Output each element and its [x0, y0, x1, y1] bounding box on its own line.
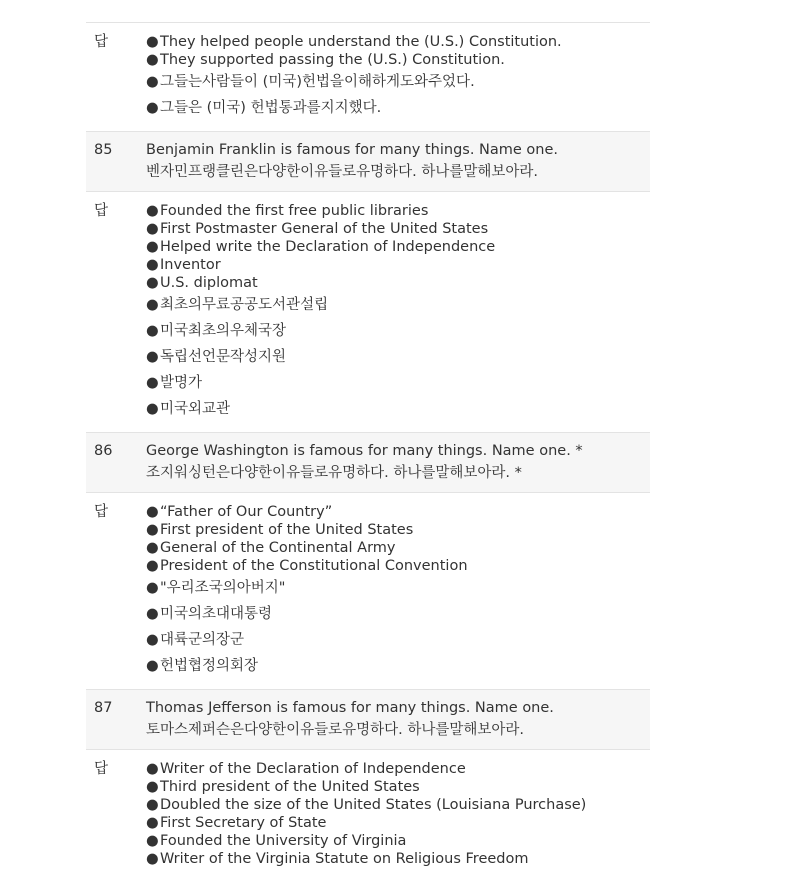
answer-list — [146, 760, 650, 868]
answer-item: ●U.S. diplomat — [146, 275, 258, 291]
bullet-icon: ● — [146, 275, 159, 291]
answer-label: 답 — [94, 761, 109, 777]
question-korean: 벤자민프랭클린은다양한이유들로유명하다. 하나를말해보아라. — [146, 164, 539, 180]
question-korean: 조지워싱턴은다양한이유들로유명하다. 하나를말해보아라. * — [146, 465, 522, 481]
answer-item: ●First Postmaster General of the United States — [146, 221, 489, 237]
answer-item: ●미국의초대대통령 — [146, 601, 650, 627]
answer-item: ●Writer of the Virginia Statute on Religious Freedom — [146, 851, 529, 867]
civics-questions-document — [86, 22, 650, 878]
question-text — [146, 440, 650, 484]
bullet-icon: ● — [146, 401, 159, 417]
answer-item: ●대륙군의장군 — [146, 627, 650, 653]
answer-item: ●First Secretary of State — [146, 815, 327, 831]
answer-item: ●그들은 (미국) 헌법통과를지지했다. — [146, 95, 650, 121]
bullet-icon: ● — [146, 761, 159, 777]
bullet-icon: ● — [146, 52, 159, 68]
answer-item: ●First president of the United States — [146, 522, 414, 538]
answer-item: ●They supported passing the (U.S.) Constitution. — [146, 52, 505, 68]
answer-item: ●Inventor — [146, 257, 221, 273]
answer-item: ●Writer of the Declaration of Independence — [146, 761, 466, 777]
answer-item: ●"우리조국의아버지" — [146, 575, 650, 601]
bullet-icon: ● — [146, 851, 159, 867]
bullet-icon: ● — [146, 658, 159, 674]
bullet-icon: ● — [146, 504, 159, 520]
bullet-icon: ● — [146, 257, 159, 273]
answer-item: ●미국최초의우체국장 — [146, 318, 650, 344]
bullet-icon: ● — [146, 540, 159, 556]
answer-item: ●그들는사람들이 (미국)헌법을이해하게도와주었다. — [146, 69, 650, 95]
bullet-icon: ● — [146, 100, 159, 116]
bullet-icon: ● — [146, 349, 159, 365]
answer-list — [146, 202, 650, 422]
answer-list — [146, 503, 650, 679]
bullet-icon: ● — [146, 323, 159, 339]
question-row-86 — [86, 432, 650, 492]
question-row-85 — [86, 131, 650, 191]
bullet-icon: ● — [146, 239, 159, 255]
answer-item: ●독립선언문작성지원 — [146, 344, 650, 370]
bullet-icon: ● — [146, 779, 159, 795]
answer-item: ●미국외교관 — [146, 396, 650, 422]
answer-item: ●“Father of Our Country” — [146, 504, 333, 520]
bullet-icon: ● — [146, 522, 159, 538]
bullet-icon: ● — [146, 833, 159, 849]
bullet-icon: ● — [146, 558, 159, 574]
question-korean: 토마스제퍼슨은다양한이유들로유명하다. 하나를말해보아라. — [146, 722, 525, 738]
question-row-87 — [86, 689, 650, 749]
question-english: Thomas Jefferson is famous for many things. Name one. — [146, 700, 554, 716]
bullet-icon: ● — [146, 632, 159, 648]
answer-item: ●헌법협정의회장 — [146, 653, 650, 679]
question-text — [146, 139, 650, 183]
question-number: 86 — [94, 443, 113, 459]
answer-item: ●Helped write the Declaration of Independence — [146, 239, 496, 255]
answer-item: ●President of the Constitutional Convention — [146, 558, 468, 574]
answer-item: ●발명가 — [146, 370, 650, 396]
bullet-icon: ● — [146, 297, 159, 313]
bullet-icon: ● — [146, 74, 159, 90]
bullet-icon: ● — [146, 34, 159, 50]
question-number: 87 — [94, 700, 113, 716]
answer-item: ●Founded the University of Virginia — [146, 833, 407, 849]
bullet-icon: ● — [146, 375, 159, 391]
question-english: Benjamin Franklin is famous for many things. Name one. — [146, 142, 559, 158]
answer-item: ●Doubled the size of the United States (Louisiana Purchase) — [146, 797, 587, 813]
bullet-icon: ● — [146, 221, 159, 237]
answer-row — [86, 22, 650, 131]
answer-row — [86, 492, 650, 689]
answer-item: ●최초의무료공공도서관설립 — [146, 292, 650, 318]
answer-label: 답 — [94, 504, 109, 520]
answer-item: ●Founded the first free public libraries — [146, 203, 429, 219]
answer-row — [86, 191, 650, 432]
answer-item: ●They helped people understand the (U.S.) Constitution. — [146, 34, 562, 50]
answer-label: 답 — [94, 34, 109, 50]
answer-row — [86, 749, 650, 878]
answer-list — [146, 33, 650, 121]
question-text — [146, 697, 650, 741]
answer-label: 답 — [94, 203, 109, 219]
question-number: 85 — [94, 142, 113, 158]
bullet-icon: ● — [146, 580, 159, 596]
question-english: George Washington is famous for many things. Name one. * — [146, 443, 583, 459]
bullet-icon: ● — [146, 203, 159, 219]
bullet-icon: ● — [146, 797, 159, 813]
bullet-icon: ● — [146, 815, 159, 831]
answer-item: ●General of the Continental Army — [146, 540, 396, 556]
bullet-icon: ● — [146, 606, 159, 622]
answer-item: ●Third president of the United States — [146, 779, 420, 795]
